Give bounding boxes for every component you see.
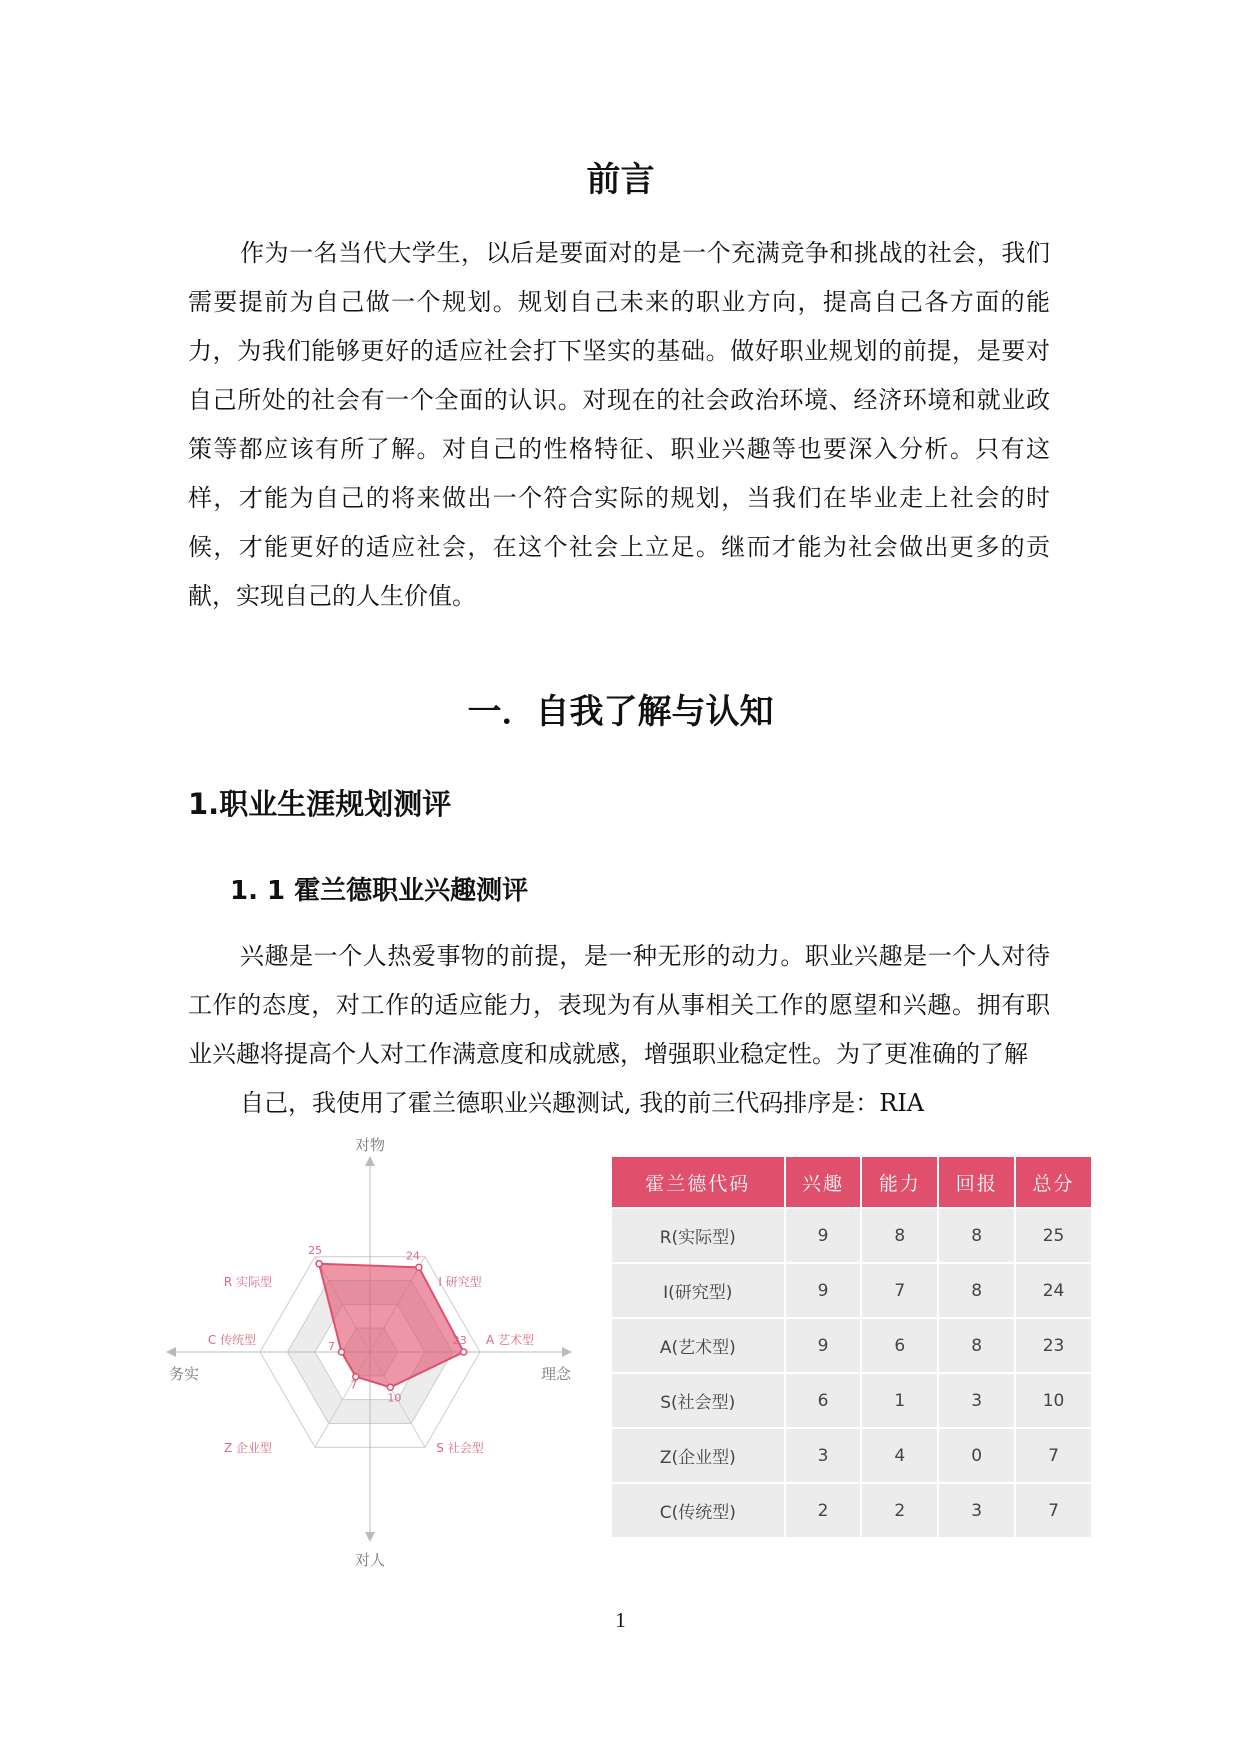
radar-category-label: S 社会型 bbox=[436, 1441, 484, 1455]
cell-reward: 0 bbox=[939, 1429, 1014, 1482]
table-row bbox=[612, 1264, 1091, 1317]
cell-interest: 2 bbox=[786, 1484, 861, 1537]
cell-reward: 8 bbox=[939, 1319, 1014, 1372]
header-code: 霍兰德代码 bbox=[612, 1157, 784, 1207]
cell-ability: 2 bbox=[862, 1484, 937, 1537]
table-row bbox=[612, 1429, 1091, 1482]
header-ability: 能力 bbox=[862, 1157, 937, 1207]
radar-point bbox=[416, 1264, 422, 1270]
cell-code: Z(企业型) bbox=[612, 1429, 784, 1482]
cell-total: 24 bbox=[1016, 1264, 1091, 1317]
holland-radar-chart bbox=[150, 1130, 600, 1570]
cell-total: 7 bbox=[1016, 1429, 1091, 1482]
radar-point bbox=[461, 1349, 467, 1355]
radar-value-label: 7 bbox=[350, 1378, 358, 1392]
table-row bbox=[612, 1319, 1091, 1372]
header-interest: 兴趣 bbox=[786, 1157, 861, 1207]
header-total: 总分 bbox=[1016, 1157, 1091, 1207]
cell-interest: 9 bbox=[786, 1319, 861, 1372]
table-row bbox=[612, 1209, 1091, 1262]
radar-category-label: A 艺术型 bbox=[485, 1333, 535, 1347]
cell-interest: 3 bbox=[786, 1429, 861, 1482]
page-number: 1 bbox=[615, 1608, 626, 1632]
subsubsection-title: 1. 1 霍兰德职业兴趣测评 bbox=[230, 876, 529, 906]
cell-code: R(实际型) bbox=[612, 1209, 784, 1262]
arrow-right-icon bbox=[562, 1347, 572, 1357]
cell-ability: 7 bbox=[862, 1264, 937, 1317]
cell-reward: 3 bbox=[939, 1484, 1014, 1537]
table-header-row bbox=[612, 1157, 1091, 1207]
cell-total: 10 bbox=[1016, 1374, 1091, 1427]
header-reward: 回报 bbox=[939, 1157, 1014, 1207]
cell-ability: 6 bbox=[862, 1319, 937, 1372]
cell-interest: 9 bbox=[786, 1264, 861, 1317]
arrow-left-icon bbox=[166, 1347, 176, 1357]
cell-code: C(传统型) bbox=[612, 1484, 784, 1537]
cell-code: S(社会型) bbox=[612, 1374, 784, 1427]
cell-interest: 6 bbox=[786, 1374, 861, 1427]
cell-code: I(研究型) bbox=[612, 1264, 784, 1317]
cell-ability: 8 bbox=[862, 1209, 937, 1262]
cell-ability: 4 bbox=[862, 1429, 937, 1482]
radar-value-label: 10 bbox=[387, 1391, 402, 1405]
holland-score-table bbox=[610, 1155, 1093, 1539]
axis-label-bottom: 对人 bbox=[354, 1551, 386, 1569]
radar-value-label: 23 bbox=[452, 1334, 467, 1347]
cell-total: 25 bbox=[1016, 1209, 1091, 1262]
arrow-up-icon bbox=[365, 1156, 375, 1166]
subsection-title: 1.职业生涯规划测评 bbox=[188, 787, 452, 821]
radar-value-label: 25 bbox=[308, 1243, 323, 1257]
axis-label-top: 对物 bbox=[354, 1136, 386, 1154]
axis-label-left: 务实 bbox=[168, 1365, 200, 1383]
interest-paragraph: 兴趣是一个人热爱事物的前提，是一种无形的动力。职业兴趣是一个人对待工作的态度，对工作的适应能力，表现为有从事相关工作的愿望和兴趣。拥有职业兴趣将提高个人对工作满意度和成就感，增强职业稳定性。为了更准确的了解 bbox=[188, 942, 1050, 1068]
cell-code: A(艺术型) bbox=[612, 1319, 784, 1372]
radar-point bbox=[387, 1384, 393, 1390]
cell-reward: 8 bbox=[939, 1264, 1014, 1317]
radar-value-label: 7 bbox=[327, 1340, 335, 1353]
cell-ability: 1 bbox=[862, 1374, 937, 1427]
cell-total: 7 bbox=[1016, 1484, 1091, 1537]
cell-reward: 8 bbox=[939, 1209, 1014, 1262]
radar-category-label: Z 企业型 bbox=[223, 1441, 273, 1455]
radar-category-label: I 研究型 bbox=[438, 1275, 482, 1289]
preface-title: 前言 bbox=[586, 160, 655, 200]
preface-paragraph: 作为一名当代大学生，以后是要面对的是一个充满竞争和挑战的社会，我们需要提前为自己做一个规划。规划自己未来的职业方向，提高自己各方面的能力，为我们能够更好的适应社会打下坚实的基础。做好职业规划的前提，是要对自己所处的社会有一个全面的认识。对现在的社会政治环境、经济环境和就业政策等都应该有所了解。对自己的性格特征、职业兴趣等也要深入分析。只有这样，才能为自己的将来做出一个符合实际的规划，当我们在毕业走上社会的时候，才能更好的适应社会，在这个社会上立足。继而才能为社会做出更多的贡献，实现自己的人生价值。 bbox=[188, 239, 1050, 610]
section-title: 一．自我了解与认知 bbox=[467, 692, 774, 732]
radar-category-label: C 传统型 bbox=[207, 1333, 257, 1347]
axis-label-right: 理念 bbox=[540, 1365, 572, 1383]
cell-interest: 9 bbox=[786, 1209, 861, 1262]
radar-value-label: 24 bbox=[405, 1249, 420, 1263]
table-row bbox=[612, 1374, 1091, 1427]
radar-point bbox=[338, 1349, 344, 1355]
arrow-down-icon bbox=[365, 1532, 375, 1542]
radar-category-label: R 实际型 bbox=[223, 1275, 273, 1289]
interest-result-paragraph: 自己，我使用了霍兰德职业兴趣测试, 我的前三代码排序是：RIA bbox=[240, 1089, 925, 1117]
table-row bbox=[612, 1484, 1091, 1537]
cell-total: 23 bbox=[1016, 1319, 1091, 1372]
cell-reward: 3 bbox=[939, 1374, 1014, 1427]
radar-point bbox=[316, 1261, 322, 1267]
